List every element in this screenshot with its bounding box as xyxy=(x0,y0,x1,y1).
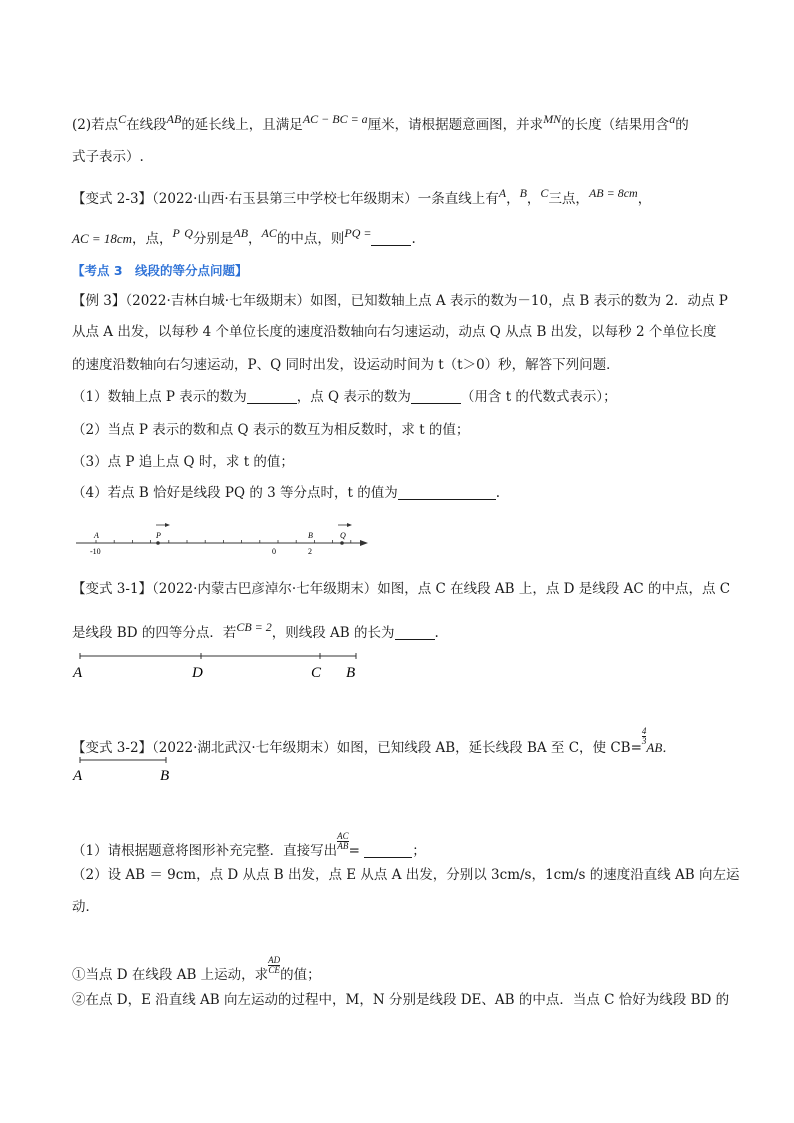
variant-tag: 【变式 3-1】 xyxy=(72,581,153,597)
var-ab: AB xyxy=(166,112,182,126)
label-b: B xyxy=(346,665,356,681)
text: ， xyxy=(506,191,520,207)
p-arrow-head xyxy=(165,523,170,527)
equation: AC − BC = a xyxy=(302,112,368,126)
example-3-line3: 的速度沿数轴向右匀速运动，P、Q 同时出发，设运动时间为 t（t＞0）秒，解答下列问题． xyxy=(72,357,620,373)
label-2: 2 xyxy=(308,547,312,556)
label-b: B xyxy=(308,531,313,540)
example-3-q2: （2）当点 P 表示的数和点 Q 表示的数互为相反数时，求 t 的值； xyxy=(72,422,470,438)
example-3-q1 xyxy=(72,388,617,406)
example-3-q3: （3）点 P 追上点 Q 时，求 t 的值； xyxy=(72,454,294,470)
label-neg10: -10 xyxy=(90,547,101,556)
variant-2-3-line2 xyxy=(72,226,416,248)
label-p: P xyxy=(156,531,161,540)
answer-blank[interactable] xyxy=(247,389,297,404)
variant-tag: 【变式 3-2】 xyxy=(72,740,153,756)
axis-arrow xyxy=(360,540,368,546)
var: AB xyxy=(233,226,249,240)
var-mn: MN xyxy=(543,112,562,126)
var: AC xyxy=(261,226,277,240)
text: = xyxy=(348,843,360,859)
denominator: AB xyxy=(337,841,349,851)
text: ，则线段 AB 的长为 xyxy=(271,625,395,641)
label-0: 0 xyxy=(272,547,276,556)
text: ，点， xyxy=(132,231,173,247)
text: 的值； xyxy=(280,967,321,983)
label-a: A xyxy=(73,665,83,681)
label-q: Q xyxy=(340,531,346,540)
text: （2022·湖北武汉·七年级期末）如图，已知线段 AB，延长线段 BA 至 C，使 CB= xyxy=(152,740,642,756)
text: （用含 t 的代数式表示）； xyxy=(460,389,617,405)
text: AB． xyxy=(646,740,676,755)
segment-figure-2 xyxy=(70,752,190,786)
question-2-line2: 式子表示）. xyxy=(72,149,144,165)
variant-tag: 【变式 2-3】 xyxy=(72,191,153,207)
var-c: C xyxy=(118,112,127,126)
equation: CB = 2 xyxy=(236,620,272,634)
text: ； xyxy=(412,843,426,859)
text: （2022·山西·右玉县第三中学校七年级期末）一条直线上有 xyxy=(152,191,499,207)
var: P xyxy=(172,226,180,240)
variant-2-3-line1 xyxy=(72,186,652,208)
var: C xyxy=(540,186,549,200)
question-2-line1 xyxy=(72,112,689,134)
text: ， xyxy=(637,191,652,207)
label-c: C xyxy=(311,665,322,681)
numerator: 4 xyxy=(641,726,647,736)
text: . xyxy=(495,485,501,501)
label-a: A xyxy=(94,531,99,540)
example-3-q4 xyxy=(72,484,500,502)
variant-3-2-q2-line1: （2）设 AB ＝ 9cm，点 D 从点 B 出发，点 E 从点 A 出发，分别以 3cm/s，1cm/s 的速度沿直线 AB 向左运 xyxy=(72,867,740,883)
equation: AB = 8cm xyxy=(588,186,638,200)
variant-3-2-q1 xyxy=(72,832,426,860)
text: （2022·内蒙古巴彦淖尔·七年级期末）如图，点 C 在线段 AB 上，点 D 是线段 AC 的中点，点 C xyxy=(152,581,731,597)
var: Q xyxy=(184,226,193,240)
text: 的中点，则 xyxy=(276,231,345,247)
text: 的延长线上，且满足 xyxy=(181,117,303,133)
text: (2)若点 xyxy=(72,117,119,133)
example-3-line1: 【例 3】（2022·吉林白城·七年级期末）如图，已知数轴上点 A 表示的数为－10，点 B 表示的数为 2．动点 P xyxy=(72,293,728,309)
number-line-figure xyxy=(70,518,380,558)
denominator: 3 xyxy=(641,736,647,746)
var: B xyxy=(519,186,527,200)
equation: PQ = xyxy=(344,226,372,240)
variant-3-2-q2-part1 xyxy=(72,956,321,984)
text: 厘米，请根据题意画图，并求 xyxy=(367,117,544,133)
answer-blank[interactable] xyxy=(371,231,411,246)
text: （1）请根据题意将图形补充完整．直接写出 xyxy=(72,843,338,859)
label-d: D xyxy=(192,665,203,681)
answer-blank[interactable] xyxy=(364,843,412,858)
fraction-ad-ce xyxy=(268,956,280,975)
text: 的 xyxy=(675,117,689,133)
variant-3-2-q2-line2: 动． xyxy=(72,899,99,915)
text: 是线段 BD 的四等分点．若 xyxy=(72,625,237,641)
text: 在线段 xyxy=(126,117,167,133)
text: 三点， xyxy=(548,191,589,207)
text: ，点 Q 表示的数为 xyxy=(296,389,411,405)
text: 分别是 xyxy=(192,231,234,247)
denominator: CE xyxy=(268,965,280,975)
answer-blank[interactable] xyxy=(411,389,461,404)
text: . xyxy=(434,625,439,641)
text: （4）若点 B 恰好是线段 PQ 的 3 等分点时，t 的值为 xyxy=(72,485,398,501)
text: （1）数轴上点 P 表示的数为 xyxy=(72,389,247,405)
numerator: AD xyxy=(268,955,281,965)
text: . xyxy=(411,231,416,247)
fraction-ac-ab xyxy=(337,832,349,851)
variant-3-1-line1 xyxy=(72,580,730,598)
answer-blank[interactable] xyxy=(395,625,435,640)
text: ， xyxy=(248,231,262,247)
example-3-line2: 从点 A 出发，以每秒 4 个单位长度的速度沿数轴向右匀速运动，动点 Q 从点 B 出发，以每秒 2 个单位长度 xyxy=(72,324,717,340)
answer-blank[interactable] xyxy=(398,485,496,500)
var: A xyxy=(498,186,507,200)
var-a: a xyxy=(669,112,676,126)
point-q-dot xyxy=(340,541,344,545)
variant-3-1-line2 xyxy=(72,620,439,642)
equation: AC = 18cm xyxy=(72,231,133,246)
label-b: B xyxy=(160,768,170,784)
section-heading: 【考点 3 线段的等分点问题】 xyxy=(72,263,248,278)
text: ， xyxy=(526,191,541,207)
variant-3-2-q2-part2: ②在点 D，E 沿直线 AB 向左运动的过程中，M，N 分别是线段 DE、AB 的中点．当点 C 恰好为线段 BD 的 xyxy=(72,992,730,1008)
text: ①当点 D 在线段 AB 上运动，求 xyxy=(72,967,269,983)
segment-figure-1 xyxy=(70,648,370,684)
numerator: AC xyxy=(337,831,349,841)
text: 的长度（结果用含 xyxy=(561,117,670,133)
point-p-dot xyxy=(156,541,160,545)
label-a: A xyxy=(73,768,83,784)
q-arrow-head xyxy=(347,523,352,527)
